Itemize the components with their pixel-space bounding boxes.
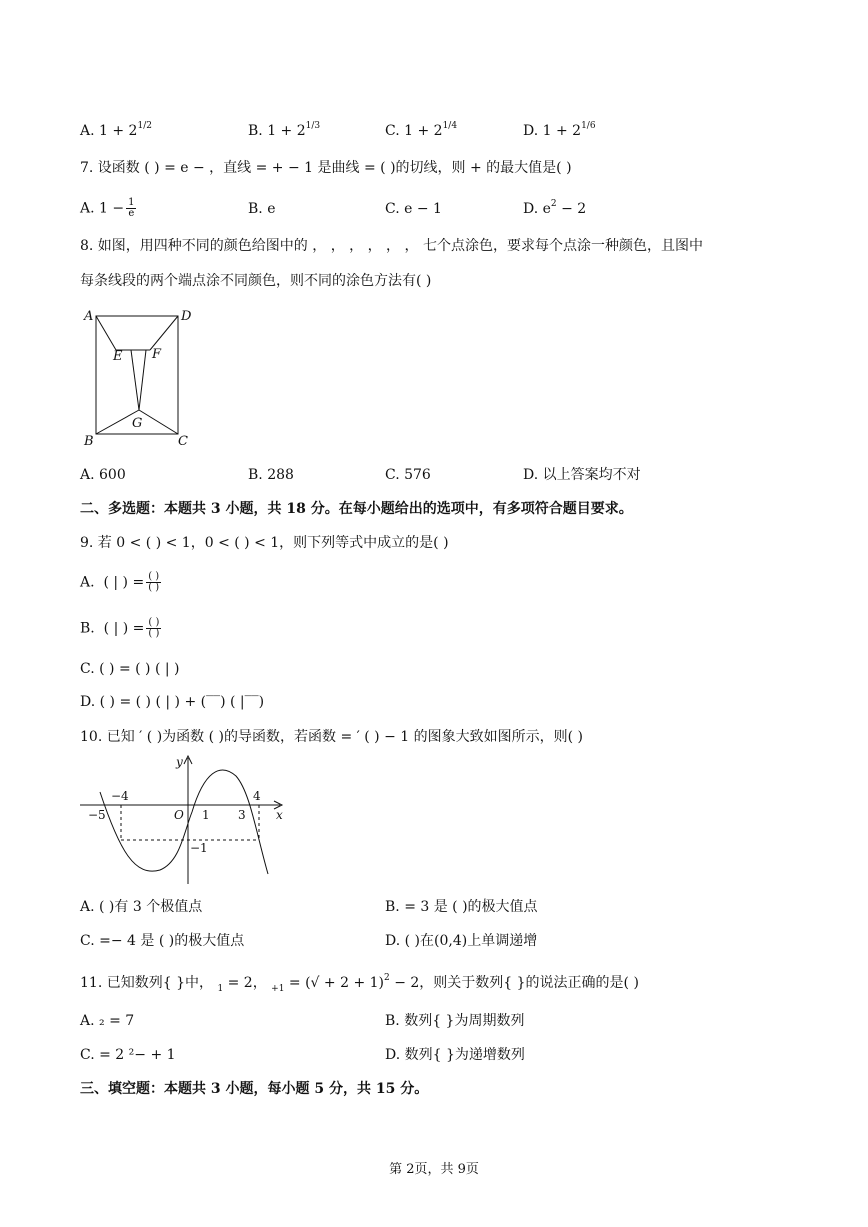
q8-label-c: C (178, 434, 188, 449)
q8-option-a: A. 600 (80, 467, 126, 483)
q8-option-c: C. 576 (385, 467, 431, 483)
q8-line-e-g (131, 350, 139, 410)
q9-stem: 9. 若 0 < ( ) < 1，0 < ( ) < 1，则下列等式中成立的是( ) (80, 535, 449, 551)
q7-stem: 7. 设函数 ( ) = e − ，直线 = + − 1 是曲线 = ( )的切线，则 + 的最大值是( ) (80, 160, 572, 176)
q8-figure (80, 305, 210, 453)
q10-option-a: A. ( )有 3 个极值点 (80, 899, 203, 915)
q7-option-c: C. e − 1 (385, 201, 442, 217)
page-footer: 第 2页，共 9页 (389, 1162, 479, 1177)
q8-label-b: B (84, 434, 94, 449)
q7-option-a: A. 1 − $\frac{1}{e}$ (80, 197, 135, 219)
q11-option-a: A. ₂ = 7 (80, 1013, 135, 1029)
q9-option-c: C. ( ) = ( ) ( | ) (80, 661, 180, 677)
q10-tick-4: 4 (253, 789, 261, 803)
q8-line-c-g (139, 410, 178, 434)
q11-option-d: D. 数列{ }为递增数列 (385, 1047, 525, 1063)
q10-stem: 10. 已知 ′ ( )为函数 ( )的导函数，若函数 = ′ ( ) − 1 的图象大致如图所示，则( ) (80, 729, 583, 745)
q8-stem-line2: 每条线段的两个端点涂不同颜色，则不同的涂色方法有( ) (80, 273, 432, 289)
q8-line-f-g (139, 350, 146, 410)
q9-option-b: B. ( | ) = $\frac{( )}{( )}$ (80, 617, 160, 639)
q10-tick-3: 3 (238, 808, 246, 822)
q11-option-b: B. 数列{ }为周期数列 (385, 1013, 525, 1029)
q7-option-d: D. $e^2 - 2$ (523, 199, 587, 217)
q10-option-d: D. ( )在(0,4)上单调递增 (385, 933, 538, 949)
q10-tick-neg1: −1 (190, 841, 208, 855)
q9-option-d: D. ( ) = ( ) ( | ) + (‾‾) ( |‾‾) (80, 694, 265, 710)
q8-line-d-f (150, 316, 178, 350)
q9-option-a: A. ( | ) = $\frac{( )}{( )}$ (80, 571, 160, 593)
section-3-heading: 三、填空题：本题共 3 小题，每小题 5 分，共 15 分。 (80, 1081, 429, 1097)
q10-graph (80, 752, 295, 890)
q10-option-b: B. = 3 是 ( )的极大值点 (385, 899, 538, 915)
q8-label-e: E (113, 349, 123, 364)
q7-option-b: B. e (248, 201, 276, 217)
q10-option-c: C. =− 4 是 ( )的极大值点 (80, 933, 245, 949)
q8-stem-line1: 8. 如图，用四种不同的颜色给图中的 ， ， ， ， ， ， 七个点涂色，要求每个点涂一种颜色，且图中 (80, 238, 703, 254)
q10-curve (100, 770, 268, 874)
q8-label-g: G (132, 416, 143, 431)
q6-option-b: B. $1 + 2^{1/3}$ (248, 121, 321, 139)
section-2-heading: 二、多选题：本题共 3 小题，共 18 分。在每小题给出的选项中，有多项符合题目要求。 (80, 501, 633, 517)
q6-option-a: A. $1 + 2^{1/2}$ (80, 121, 152, 139)
q10-label-y: y (176, 755, 183, 769)
q8-option-b: B. 288 (248, 467, 294, 483)
q8-label-a: A (84, 309, 94, 324)
q10-tick-neg5: −5 (88, 808, 106, 822)
q8-label-f: F (152, 347, 162, 362)
q10-label-origin: O (174, 808, 184, 822)
q8-label-d: D (181, 309, 192, 324)
q10-tick-1: 1 (202, 808, 210, 822)
q8-option-d: D. 以上答案均不对 (523, 467, 641, 483)
q6-option-d: D. $1 + 2^{1/6}$ (523, 121, 596, 139)
q11-stem: 11. 已知数列{ }中， $_1$ = 2， $_{+1}$ = (√ + 2 + 1)$^2$ − 2，则关于数列{ }的说法正确的是( ) (80, 973, 639, 994)
q6-option-c: C. $1 + 2^{1/4}$ (385, 121, 458, 139)
q10-tick-neg4: −4 (111, 789, 129, 803)
q11-option-c: C. = 2 ²− + 1 (80, 1047, 176, 1063)
q10-label-x: x (276, 808, 283, 822)
q8-line-a-e (96, 316, 116, 350)
